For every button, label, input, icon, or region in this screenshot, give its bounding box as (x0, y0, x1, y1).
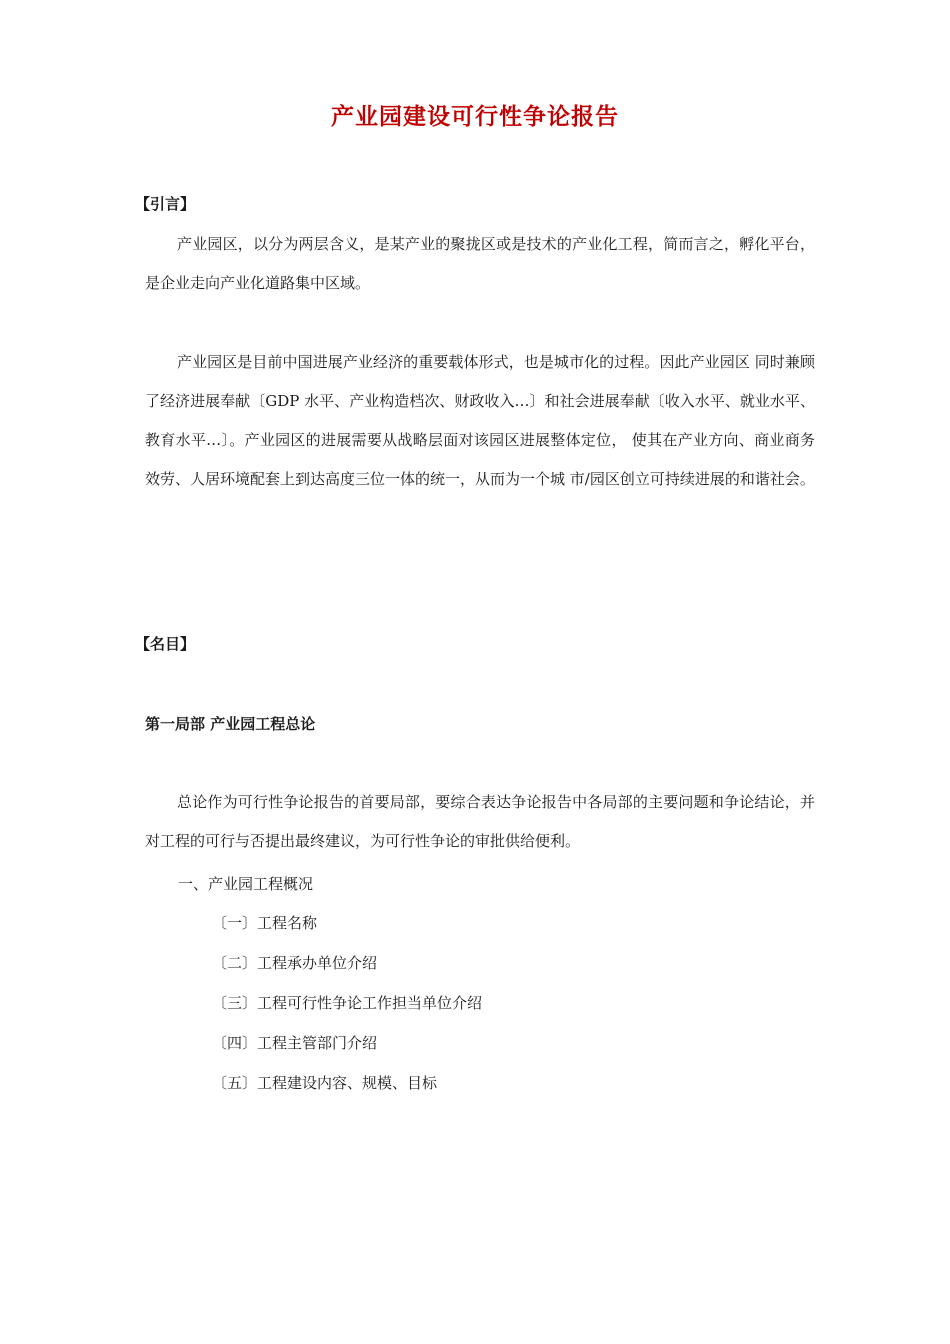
toc-item-5: 〔五〕工程建设内容、规模、目标 (212, 1074, 438, 1092)
intro-paragraph-2: 产业园区是目前中国进展产业经济的重要载体形式，也是城市化的过程。因此产业园区 同时兼顾了经济进展奉献〔GDP 水平、产业构造档次、财政收入…〕和社会进展奉献〔收入水平、就业水平、教育水平…〕。产业园区的进展需要从战略层面对该园区进展整体定位， 使其在产业方向、商业商务效劳、人居环境配套上到达高度三位一体的统一，从而为一个城 市/园区创立可持续进展的和谐社会。 (145, 353, 815, 488)
toc-heading: 【名目】 (135, 635, 196, 653)
toc-item-4: 〔四〕工程主管部门介绍 (212, 1034, 378, 1052)
part1-title: 第一局部 产业园工程总论 (145, 715, 316, 733)
toc-item-3: 〔三〕工程可行性争论工作担当单位介绍 (212, 994, 483, 1012)
intro-paragraph-1: 产业园区，以分为两层含义，是某产业的聚拢区或是技术的产业化工程，简而言之，孵化平台，是企业走向产业化道路集中区域。 (145, 235, 815, 292)
document-title: 产业园建设可行性争论报告 (331, 104, 619, 130)
section1-title: 一、产业园工程概况 (178, 875, 314, 893)
intro-heading: 【引言】 (135, 195, 196, 213)
toc-item-1: 〔一〕工程名称 (212, 914, 318, 932)
part1-paragraph: 总论作为可行性争论报告的首要局部，要综合表达争论报告中各局部的主要问题和争论结论，并对工程的可行与否提出最终建议，为可行性争论的审批供给便利。 (145, 793, 815, 850)
toc-item-2: 〔二〕工程承办单位介绍 (212, 954, 378, 972)
